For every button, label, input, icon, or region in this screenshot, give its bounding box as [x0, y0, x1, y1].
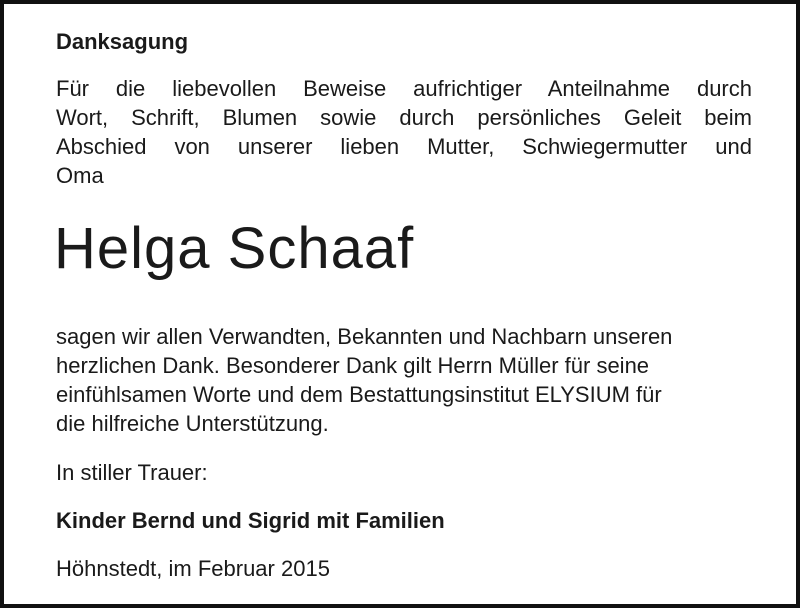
thanks-line: die hilfreiche Unterstützung. [56, 411, 329, 436]
intro-paragraph [56, 74, 752, 190]
intro-line: Oma [56, 163, 104, 188]
intro-line: Für die liebevollen Beweise aufrichtiger Anteilnahme durch [56, 76, 752, 101]
intro-line: Abschied von unserer lieben Mutter, Schwiegermutter und [56, 134, 752, 159]
thanks-line: sagen wir allen Verwandten, Bekannten und Nachbarn unseren [56, 324, 673, 349]
thanks-line: einfühlsamen Worte und dem Bestattungsinstitut ELYSIUM für [56, 382, 662, 407]
thanks-paragraph [56, 322, 756, 438]
place-date: Höhnstedt, im Februar 2015 [56, 556, 330, 581]
deceased-name: Helga Schaaf [54, 216, 415, 281]
notice-heading: Danksagung [56, 29, 189, 54]
intro-line: Wort, Schrift, Blumen sowie durch persönliches Geleit beim [56, 105, 752, 130]
mourning-phrase: In stiller Trauer: [56, 460, 208, 485]
thanks-line: herzlichen Dank. Besonderer Dank gilt Herrn Müller für seine [56, 353, 650, 378]
family-signature: Kinder Bernd und Sigrid mit Familien [56, 508, 445, 533]
